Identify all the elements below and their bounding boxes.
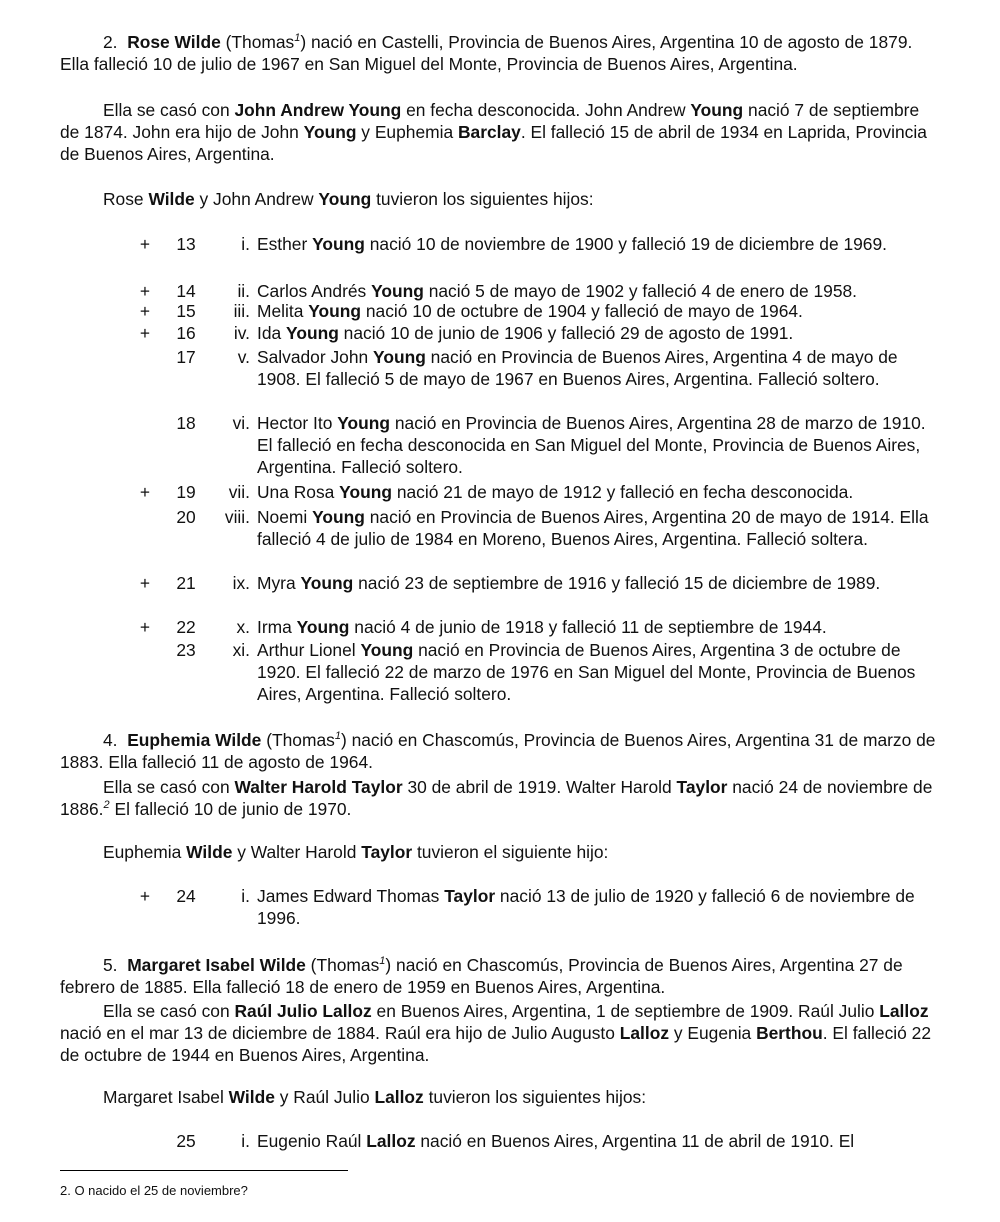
child-roman-numeral: ii.: [237, 281, 250, 301]
entry-5-marriage: [60, 1000, 940, 1066]
person-name: Rose Wilde: [127, 32, 221, 52]
entry-5-children-intro: [60, 1086, 940, 1108]
text: en fecha desconocida. John Andrew: [401, 100, 691, 120]
child-roman-numeral: v.: [237, 347, 250, 367]
text: El falleció 10 de junio de 1970.: [109, 799, 352, 819]
child-description: [257, 1130, 940, 1152]
child-number: 18: [176, 413, 196, 433]
life-dates: nació 13 de julio de 1920 y falleció 6 de noviembre de 1996.: [257, 886, 915, 928]
surname: Young: [312, 234, 365, 254]
generation-sup: 1: [294, 32, 301, 45]
descendants-marker: +: [139, 301, 151, 321]
surname: Lalloz: [366, 1131, 416, 1151]
entry-5-header: [60, 954, 940, 998]
parent-ref: (Thomas: [225, 32, 295, 52]
child-description: [257, 346, 940, 390]
given-names: James Edward Thomas: [257, 886, 445, 906]
surname: Wilde: [228, 1087, 275, 1107]
given-names: Melita: [257, 301, 309, 321]
child-description: [257, 481, 940, 503]
child-description: [257, 412, 940, 478]
given-names: Myra: [257, 573, 301, 593]
footnote-divider: [60, 1170, 348, 1171]
child-description: [257, 506, 940, 550]
text: y Raúl Julio: [274, 1087, 375, 1107]
entry-4-header: [60, 729, 940, 773]
given-names: Carlos Andrés: [257, 281, 372, 301]
life-dates: nació 10 de junio de 1906 y falleció 29 de agosto de 1991.: [338, 323, 794, 343]
surname: Young: [371, 281, 424, 301]
life-dates: nació 10 de noviembre de 1900 y falleció 19 de diciembre de 1969.: [364, 234, 887, 254]
child-roman-numeral: xi.: [232, 640, 250, 660]
child-roman-numeral: iii.: [233, 301, 250, 321]
life-dates: nació 5 de mayo de 1902 y falleció 4 de enero de 1958.: [423, 281, 858, 301]
spouse-name: Raúl Julio Lalloz: [234, 1001, 372, 1021]
text: nació 24 de noviembre de 1886.: [60, 777, 933, 819]
given-names: Eugenio Raúl: [257, 1131, 367, 1151]
child-description: [257, 280, 940, 302]
surname: Young: [337, 413, 391, 433]
child-description: [257, 322, 940, 344]
text: y Euphemia: [356, 122, 458, 142]
surname: Young: [360, 640, 414, 660]
surname: Barclay: [457, 122, 521, 142]
child-roman-numeral: ix.: [232, 573, 250, 593]
child-number: 16: [176, 323, 196, 343]
text: . El falleció 22 de octubre de 1944 en Buenos Aires, Argentina.: [60, 1023, 932, 1065]
surname: Lalloz: [374, 1087, 424, 1107]
entry-number: 2.: [103, 32, 118, 52]
child-description: [257, 639, 940, 705]
life-dates: nació 23 de septiembre de 1916 y falleció 15 de diciembre de 1989.: [353, 573, 881, 593]
descendants-marker: +: [139, 281, 151, 301]
life-dates: nació 4 de junio de 1918 y falleció 11 de septiembre de 1944.: [349, 617, 827, 637]
surname: Young: [303, 122, 357, 142]
entry-2-children-intro: [60, 188, 940, 210]
surname: Young: [318, 189, 372, 209]
surname: Young: [300, 573, 354, 593]
child-number: 21: [176, 573, 196, 593]
surname: Young: [339, 482, 392, 502]
child-number: 22: [176, 617, 196, 637]
descendants-marker: +: [139, 234, 151, 254]
text: en Buenos Aires, Argentina, 1 de septiembre de 1909. Raúl Julio: [371, 1001, 880, 1021]
child-roman-numeral: vi.: [232, 413, 250, 433]
descendants-marker: +: [139, 617, 151, 637]
surname: Wilde: [148, 189, 195, 209]
text: Euphemia: [103, 842, 187, 862]
given-names: Irma: [257, 617, 297, 637]
spouse-name: John Andrew Young: [234, 100, 402, 120]
text: . El falleció 15 de abril de 1934 en Laprida, Provincia de Buenos Aires, Argentina.: [60, 122, 927, 164]
text: Ella se casó con: [103, 100, 235, 120]
birth-death-text: ) nació en Castelli, Provincia de Buenos Aires, Argentina 10 de agosto de 1879. Ella falleció 10 de julio de 1967 en San Miguel del Monte, Provincia de Buenos Aires, Argentina.: [60, 32, 913, 74]
child-roman-numeral: iv.: [233, 323, 250, 343]
given-names: Salvador John: [257, 347, 374, 367]
surname: Young: [373, 347, 426, 367]
given-names: Ida: [257, 323, 287, 343]
surname: Young: [690, 100, 744, 120]
life-dates: nació 21 de mayo de 1912 y falleció en fecha desconocida.: [391, 482, 854, 502]
child-description: [257, 616, 940, 638]
entry-2-marriage: [60, 99, 940, 165]
given-names: Hector Ito: [257, 413, 338, 433]
child-roman-numeral: i.: [241, 1131, 250, 1151]
surname: Young: [312, 507, 365, 527]
life-dates: nació en Provincia de Buenos Aires, Argentina 28 de marzo de 1910. El falleció en fecha desconocida en San Miguel del Monte, Provincia de Buenos Aires, Argentina. Falleció soltero.: [257, 413, 926, 477]
parent-ref: (Thomas: [266, 730, 335, 750]
entry-2-header: [60, 31, 940, 75]
surname: Wilde: [186, 842, 233, 862]
life-dates: nació en Provincia de Buenos Aires, Argentina 3 de octubre de 1920. El falleció 22 de marzo de 1976 en San Miguel del Monte, Provincia de Buenos Aires, Argentina. Falleció soltero.: [257, 640, 916, 704]
surname: Young: [308, 301, 362, 321]
text: y Eugenia: [669, 1023, 757, 1043]
descendants-marker: +: [139, 323, 151, 343]
child-number: 25: [176, 1131, 196, 1151]
life-dates: nació en Buenos Aires, Argentina 11 de abril de 1910. El: [415, 1131, 855, 1151]
generation-sup: 1: [379, 955, 386, 968]
text: Rose: [103, 189, 149, 209]
child-roman-numeral: vii.: [228, 482, 250, 502]
text: y John Andrew: [194, 189, 319, 209]
child-number: 19: [176, 482, 196, 502]
footnote-ref: 2: [103, 799, 110, 812]
generation-sup: 1: [334, 730, 341, 743]
child-number: 20: [176, 507, 196, 527]
text: nació 7 de septiembre de 1874. John era hijo de John: [60, 100, 920, 142]
child-number: 15: [176, 301, 196, 321]
child-description: [257, 885, 940, 929]
spouse-name: Walter Harold Taylor: [234, 777, 403, 797]
descendants-marker: +: [139, 886, 151, 906]
text: tuvieron los siguientes hijos:: [371, 189, 594, 209]
descendants-marker: +: [139, 482, 151, 502]
text: nació en el mar 13 de diciembre de 1884. Raúl era hijo de Julio Augusto: [60, 1023, 620, 1043]
descendants-marker: +: [139, 573, 151, 593]
surname: Lalloz: [879, 1001, 929, 1021]
surname: Taylor: [361, 842, 413, 862]
person-name: Euphemia Wilde: [127, 730, 262, 750]
surname: Berthou: [756, 1023, 823, 1043]
child-roman-numeral: i.: [241, 234, 250, 254]
person-name: Margaret Isabel Wilde: [127, 955, 306, 975]
surname: Taylor: [676, 777, 728, 797]
footnote: 2. O nacido el 25 de noviembre?: [60, 1183, 248, 1198]
given-names: Noemi: [257, 507, 313, 527]
child-description: [257, 572, 940, 594]
birth-death-text: ) nació en Chascomús, Provincia de Buenos Aires, Argentina 27 de febrero de 1885. Ella falleció 18 de enero de 1959 en Buenos Aires, Argentina.: [60, 955, 903, 997]
surname: Lalloz: [619, 1023, 670, 1043]
surname: Young: [286, 323, 339, 343]
text: tuvieron el siguiente hijo:: [412, 842, 609, 862]
text: tuvieron los siguientes hijos:: [423, 1087, 647, 1107]
entry-4-children-intro: [60, 841, 940, 863]
birth-death-text: ) nació en Chascomús, Provincia de Buenos Aires, Argentina 31 de marzo de 1883. Ella falleció 11 de agosto de 1964.: [60, 730, 936, 772]
given-names: Una Rosa: [257, 482, 340, 502]
text: Ella se casó con: [103, 777, 235, 797]
text: Margaret Isabel: [103, 1087, 229, 1107]
text: Ella se casó con: [103, 1001, 235, 1021]
child-roman-numeral: x.: [236, 617, 250, 637]
child-number: 23: [176, 640, 196, 660]
entry-4-marriage: [60, 776, 940, 820]
child-roman-numeral: i.: [241, 886, 250, 906]
entry-number: 4.: [103, 730, 118, 750]
life-dates: nació en Provincia de Buenos Aires, Argentina 4 de mayo de 1908. El falleció 5 de mayo de 1967 en Buenos Aires, Argentina. Falleció soltero.: [257, 347, 898, 389]
life-dates: nació en Provincia de Buenos Aires, Argentina 20 de mayo de 1914. Ella falleció 4 de julio de 1984 en Moreno, Buenos Aires, Argentina. Falleció soltera.: [257, 507, 929, 549]
text: y Walter Harold: [232, 842, 362, 862]
life-dates: nació 10 de octubre de 1904 y falleció de mayo de 1964.: [361, 301, 803, 321]
surname: Taylor: [444, 886, 496, 906]
child-description: [257, 300, 940, 322]
given-names: Arthur Lionel: [257, 640, 361, 660]
child-number: 13: [176, 234, 196, 254]
text: 30 de abril de 1919. Walter Harold: [402, 777, 677, 797]
child-number: 14: [176, 281, 196, 301]
given-names: Esther: [257, 234, 313, 254]
child-number: 24: [176, 886, 196, 906]
child-description: [257, 233, 940, 255]
child-roman-numeral: viii.: [224, 507, 250, 527]
child-number: 17: [176, 347, 196, 367]
parent-ref: (Thomas: [310, 955, 380, 975]
entry-number: 5.: [103, 955, 118, 975]
surname: Young: [296, 617, 350, 637]
